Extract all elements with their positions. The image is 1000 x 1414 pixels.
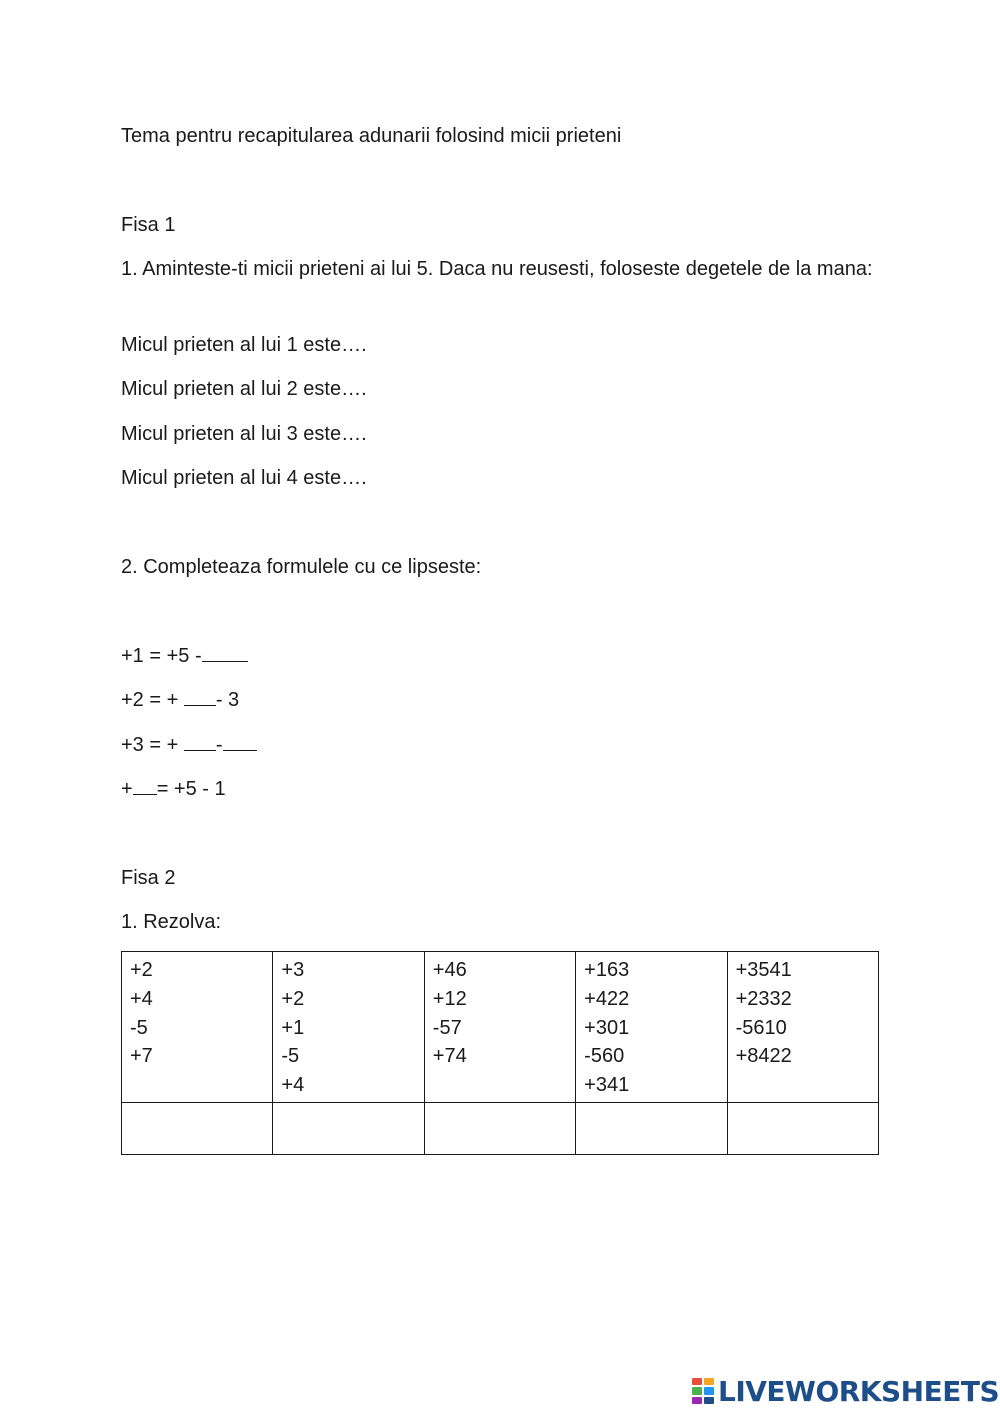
answer-cell-1[interactable]	[122, 1102, 273, 1154]
problem-1-term-1: +2	[130, 959, 153, 981]
formula-2	[121, 685, 239, 715]
problem-cell-2	[273, 952, 424, 1103]
logo-square-3	[692, 1387, 702, 1394]
formula-2-blank[interactable]	[184, 687, 216, 706]
exercise2-prompt: 2. Completeaza formulele cu ce lipseste:	[121, 556, 482, 578]
formula-4	[121, 774, 226, 804]
formula-3-left: +3 = +	[121, 734, 184, 756]
problem-cell-5	[727, 952, 878, 1103]
fisa1-heading: Fisa 1	[121, 214, 176, 236]
problem-2-term-5: +4	[281, 1074, 305, 1097]
answer-cell-4[interactable]	[576, 1102, 727, 1154]
logo-square-2	[704, 1378, 714, 1385]
exercise1-line-2: Micul prieten al lui 2 este….	[121, 378, 367, 400]
logo-square-5	[692, 1397, 702, 1404]
formula-3-blank-1[interactable]	[184, 732, 216, 751]
exercise1-line-3: Micul prieten al lui 3 este….	[121, 423, 367, 445]
problem-3-term-4: +74	[432, 1045, 467, 1068]
liveworksheets-logo	[692, 1374, 999, 1408]
problem-cell-1	[122, 952, 273, 1103]
logo-square-4	[704, 1387, 714, 1394]
problem-cell-3	[424, 952, 575, 1103]
problem-1-term-4: +7	[130, 1045, 153, 1068]
problem-5-term-2: +2332	[735, 987, 792, 1010]
formula-4-right: = +5 - 1	[156, 778, 226, 800]
problem-4-term-1: +163	[584, 959, 630, 981]
problem-2-term-3: +1	[281, 1016, 305, 1039]
problem-1-term-2: +4	[130, 987, 153, 1010]
rezolva-prompt: 1. Rezolva:	[121, 911, 222, 933]
problem-5-term-3: -5610	[735, 1016, 787, 1039]
problem-5-term-1: +3541	[735, 959, 792, 981]
problems-row	[122, 952, 879, 1103]
problem-3-term-1: +46	[432, 959, 467, 981]
problem-5-term-4: +8422	[735, 1045, 792, 1068]
formula-3	[121, 730, 257, 760]
exercise1-prompt: 1. Aminteste-ti micii prieteni ai lui 5. Daca nu reusesti, foloseste degetele de la mana:	[121, 258, 873, 280]
problem-2-term-1: +3	[281, 959, 305, 981]
rezolva-table	[121, 951, 879, 1155]
problem-2-term-4: -5	[281, 1045, 300, 1068]
formula-1	[121, 641, 248, 671]
answer-cell-5[interactable]	[727, 1102, 878, 1154]
exercise1-line-4: Micul prieten al lui 4 este….	[121, 467, 367, 489]
problem-3-term-2: +12	[432, 987, 467, 1010]
answer-cell-2[interactable]	[273, 1102, 424, 1154]
exercise1-line-1: Micul prieten al lui 1 este….	[121, 334, 367, 356]
problem-1-term-3: -5	[130, 1016, 148, 1039]
problem-4-term-2: +422	[584, 987, 630, 1010]
formula-3-blank-2[interactable]	[223, 732, 257, 751]
logo-square-6	[704, 1397, 714, 1404]
formula-3-minus: -	[215, 734, 223, 756]
worksheet-title: Tema pentru recapitularea adunarii folosind micii prieteni	[121, 125, 622, 147]
problem-4-term-5: +341	[584, 1074, 630, 1097]
formula-1-blank[interactable]	[202, 643, 248, 662]
liveworksheets-logo-text: LIVEWORKSHEETS	[718, 1374, 1000, 1408]
problem-2-term-2: +2	[281, 987, 305, 1010]
problem-3-term-3: -57	[432, 1016, 462, 1039]
problem-4-term-3: +301	[584, 1016, 630, 1039]
formula-4-blank[interactable]	[133, 776, 157, 795]
answers-row	[122, 1102, 879, 1154]
logo-square-1	[692, 1378, 702, 1385]
answer-cell-3[interactable]	[424, 1102, 575, 1154]
formula-2-right: - 3	[215, 689, 240, 711]
problem-4-term-4: -560	[584, 1045, 625, 1068]
liveworksheets-logo-icon	[692, 1378, 714, 1404]
formula-4-left: +	[121, 778, 133, 800]
formula-1-left: +1 = +5 -	[121, 645, 202, 667]
fisa2-heading: Fisa 2	[121, 867, 176, 889]
formula-2-left: +2 = +	[121, 689, 184, 711]
problem-cell-4	[576, 952, 727, 1103]
